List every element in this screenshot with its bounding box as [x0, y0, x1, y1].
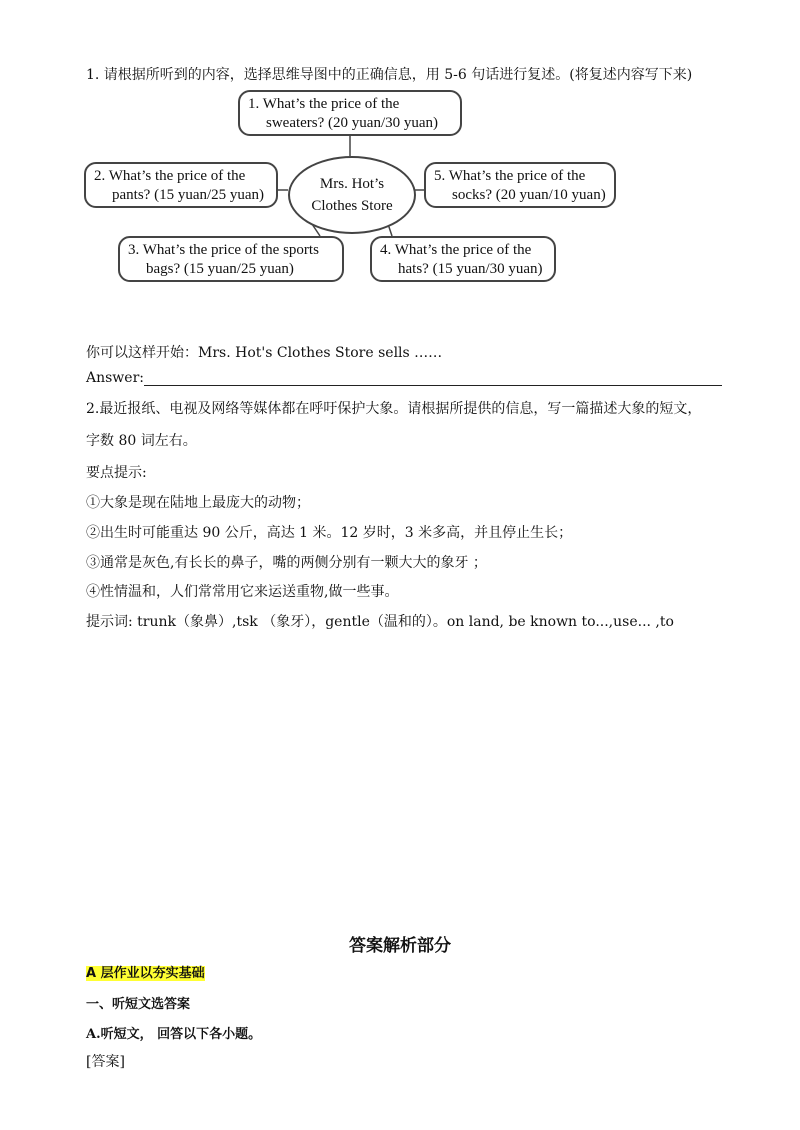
mind-map-node-socks — [424, 162, 616, 208]
tip-item: ③通常是灰色,有长长的鼻子，嘴的两侧分别有一颗大大的象牙 ； — [86, 555, 487, 571]
node-line: 5. What’s the price of the — [434, 168, 586, 184]
answer-blank-line[interactable] — [144, 371, 722, 386]
node-line: hats? (15 yuan/30 yuan) — [398, 261, 543, 277]
tips-label: 要点提示: — [86, 465, 147, 481]
part-heading: 一、听短文选答案 — [86, 997, 191, 1012]
mind-map-center-store — [288, 156, 416, 234]
mind-map-node-sweaters — [238, 90, 462, 136]
node-line: socks? (20 yuan/10 yuan) — [452, 187, 606, 203]
center-line: Mrs. Hot’s — [319, 176, 385, 192]
tip-item: ①大象是现在陆地上最庞大的动物； — [86, 495, 310, 511]
mind-map-node-pants — [84, 162, 278, 208]
tip-item: ④性情温和，人们常常用它来运送重物,做一些事。 — [86, 584, 399, 600]
node-line: 4. What’s the price of the — [380, 242, 532, 258]
node-line: 3. What’s the price of the sports — [128, 242, 319, 258]
node-line: pants? (15 yuan/25 yuan) — [112, 187, 265, 203]
question-1-instruction: 1. 请根据所听到的内容，选择思维导图中的正确信息，用 5-6 句话进行复述。(将复述内容写下来) — [86, 67, 693, 83]
tip-item: ②出生时可能重达 90 公斤，高达 1 米。12 岁时，3 米多高，并且停止生长； — [86, 525, 573, 541]
mind-map-node-hats — [370, 236, 556, 282]
node-line: 1. What’s the price of the — [248, 96, 400, 112]
mind-map-node-sports-bags — [118, 236, 344, 282]
center-line: Clothes Store — [311, 198, 393, 214]
question-2-instruction: 2.最近报纸、电视及网络等媒体都在呼吁保护大象。请根据所提供的信息，写一篇描述大象的短文， — [86, 401, 702, 417]
answer-label: Answer: — [86, 370, 144, 386]
start-hint: 你可以这样开始：Mrs. Hot's Clothes Store sells …… — [86, 345, 443, 361]
node-line: sweaters? (20 yuan/30 yuan) — [266, 115, 439, 131]
answer-tag: [答案] — [86, 1054, 125, 1070]
level-highlight: A 层作业以夯实基础 — [86, 966, 205, 981]
answer-section-title: 答案解析部分 — [349, 936, 451, 956]
question-2-word-count: 字数 80 词左右。 — [86, 433, 197, 449]
word-hints: 提示词: trunk（象鼻）,tsk （象牙），gentle（温和的）。on land, be known to...,use... ,to — [86, 614, 674, 630]
answer-row — [86, 370, 722, 386]
node-line: bags? (15 yuan/25 yuan) — [146, 261, 294, 277]
mind-map — [80, 86, 620, 300]
level-heading — [86, 962, 205, 981]
node-line: 2. What’s the price of the — [94, 168, 246, 184]
sub-heading: A.听短文， 回答以下各小题。 — [86, 1027, 262, 1042]
